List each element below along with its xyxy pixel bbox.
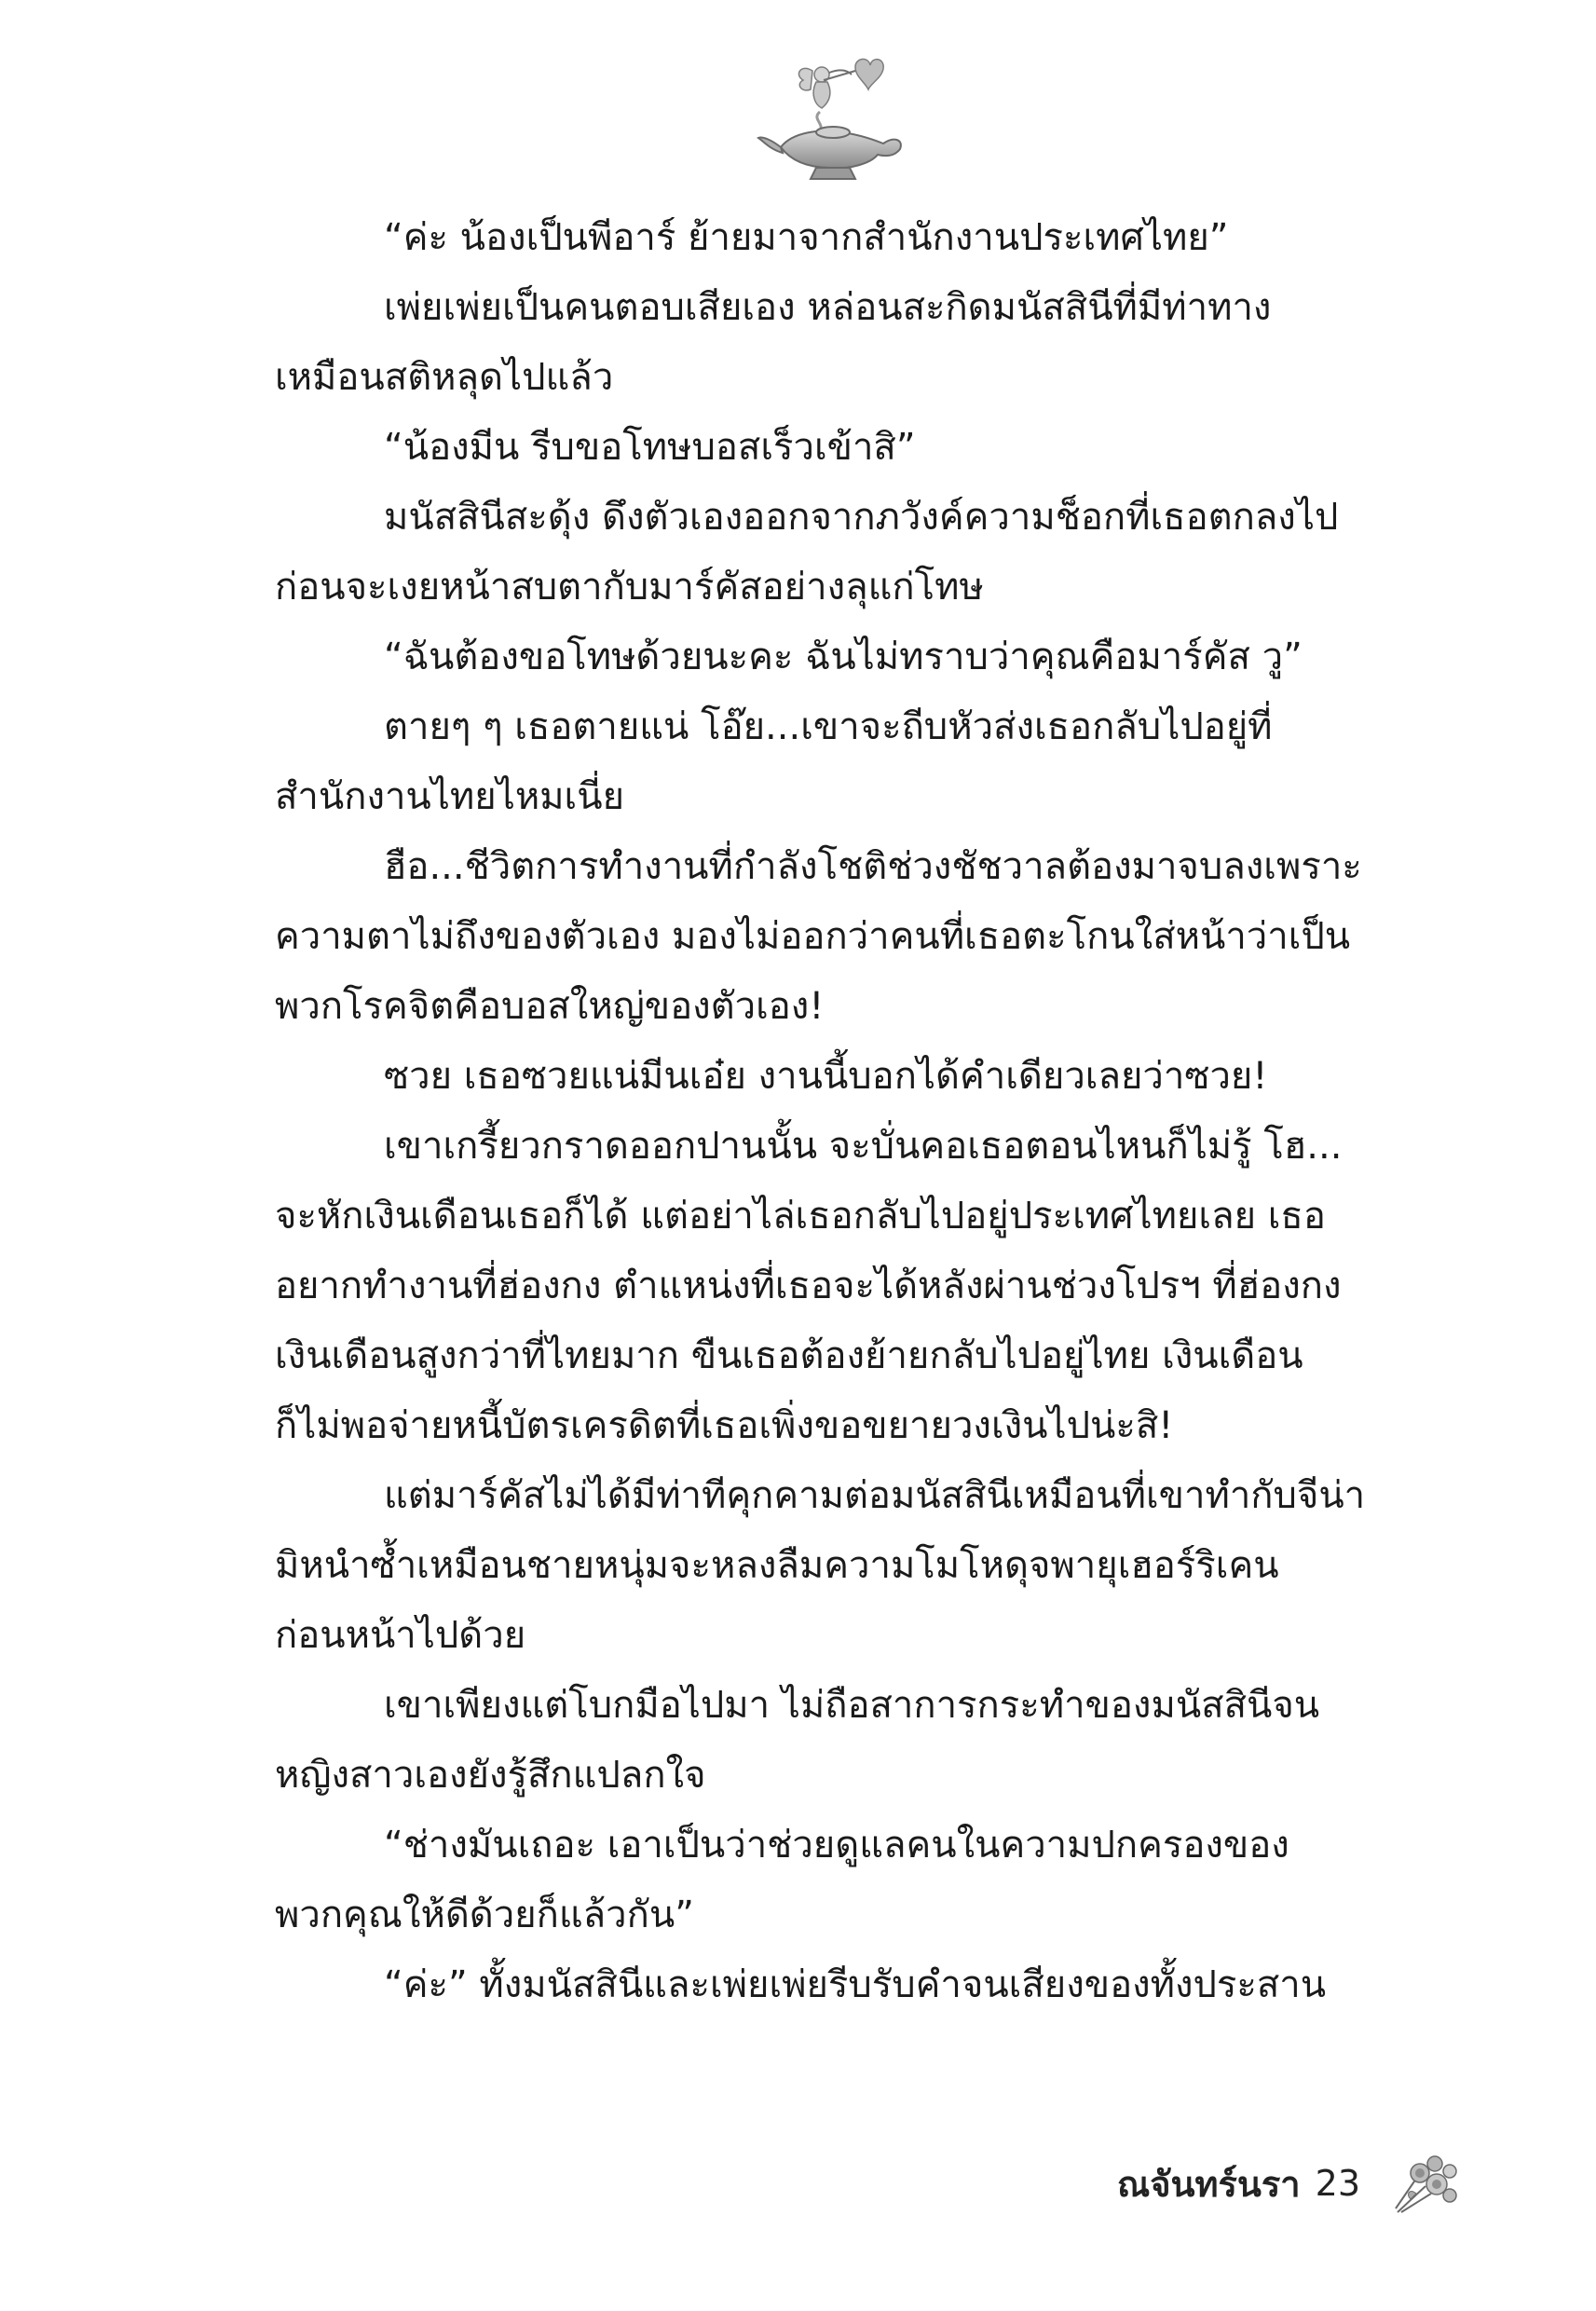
- text-line-21: ก่อนหน้าไปด้วย: [275, 1614, 526, 1657]
- text-line-2: เพ่ยเพ่ยเป็นคนตอบเสียเอง หล่อนสะกิดมนัสสินีที่มีท่าทาง: [384, 286, 1272, 329]
- text-line-18: ก็ไม่พอจ่ายหนี้บัตรเครดิตที่เธอเพิ่งขอขยายวงเงินไปน่ะสิ!: [275, 1404, 1174, 1447]
- text-line-25: พวกคุณให้ดีด้วยก็แล้วกัน”: [275, 1894, 694, 1936]
- text-line-5: มนัสสินีสะดุ้ง ดึงตัวเองออกจากภวังค์ความช็อกที่เธอตกลงไป: [384, 496, 1339, 539]
- text-line-17: เงินเดือนสูงกว่าที่ไทยมาก ขืนเธอต้องย้ายกลับไปอยู่ไทย เงินเดือน: [275, 1334, 1303, 1377]
- text-line-12: พวกโรคจิตคือบอสใหญ่ของตัวเอง!: [275, 985, 825, 1028]
- text-line-14: เขาเกรี้ยวกราดออกปานนั้น จะบั่นคอเธอตอนไหนก็ไม่รู้ โฮ...: [384, 1125, 1343, 1168]
- text-line-9: สำนักงานไทยไหมเนี่ย: [275, 775, 624, 818]
- body-text: [275, 203, 1416, 2020]
- text-line-13: ซวย เธอซวยแน่มีนเอ๋ย งานนี้บอกได้คำเดียวเลยว่าซวย!: [384, 1055, 1268, 1098]
- flower-bouquet-icon: [1388, 2151, 1463, 2216]
- text-line-3: เหมือนสติหลุดไปแล้ว: [275, 356, 614, 399]
- text-line-10: ฮือ...ชีวิตการทำงานที่กำลังโชติช่วงชัชวาลต้องมาจบลงเพราะ: [384, 845, 1362, 888]
- author-name: ณจันทร์นรา: [1116, 2163, 1301, 2205]
- text-line-7: “ฉันต้องขอโทษด้วยนะคะ ฉันไม่ทราบว่าคุณคือมาร์คัส วู”: [384, 636, 1303, 678]
- text-line-6: ก่อนจะเงยหน้าสบตากับมาร์คัสอย่างลุแก่โทษ: [275, 566, 984, 609]
- text-line-24: “ช่างมันเถอะ เอาเป็นว่าช่วยดูแลคนในความปกครองของ: [384, 1824, 1289, 1867]
- page-footer: [1071, 2141, 1463, 2225]
- text-line-4: “น้องมีน รีบขอโทษบอสเร็วเข้าสิ”: [384, 426, 916, 469]
- text-line-1: “ค่ะ น้องเป็นพีอาร์ ย้ายมาจากสำนักงานประเทศไทย”: [384, 216, 1229, 259]
- text-line-15: จะหักเงินเดือนเธอก็ได้ แต่อย่าไล่เธอกลับไปอยู่ประเทศไทยเลย เธอ: [275, 1195, 1326, 1238]
- genie-lamp-cupid-icon: [755, 47, 913, 186]
- text-line-16: อยากทำงานที่ฮ่องกง ตำแหน่งที่เธอจะได้หลังผ่านช่วงโปรฯ ที่ฮ่องกง: [275, 1265, 1342, 1307]
- text-line-26: “ค่ะ” ทั้งมนัสสินีและเพ่ยเพ่ยรีบรับคำจนเสียงของทั้งประสาน: [384, 1963, 1327, 2006]
- text-line-19: แต่มาร์คัสไม่ได้มีท่าทีคุกคามต่อมนัสสินีเหมือนที่เขาทำกับจีน่า: [384, 1474, 1366, 1517]
- text-line-23: หญิงสาวเองยังรู้สึกแปลกใจ: [275, 1754, 706, 1797]
- text-line-8: ตายๆ ๆ เธอตายแน่ โอ๊ย...เขาจะถีบหัวส่งเธอกลับไปอยู่ที่: [384, 705, 1273, 748]
- text-line-22: เขาเพียงแต่โบกมือไปมา ไม่ถือสาการกระทำของมนัสสินีจน: [384, 1684, 1320, 1727]
- text-line-11: ความตาไม่ถึงของตัวเอง มองไม่ออกว่าคนที่เธอตะโกนใส่หน้าว่าเป็น: [275, 915, 1351, 958]
- page-number: 23: [1315, 2163, 1360, 2204]
- text-line-20: มิหนำซ้ำเหมือนชายหนุ่มจะหลงลืมความโมโหดุจพายุเฮอร์ริเคน: [275, 1544, 1279, 1587]
